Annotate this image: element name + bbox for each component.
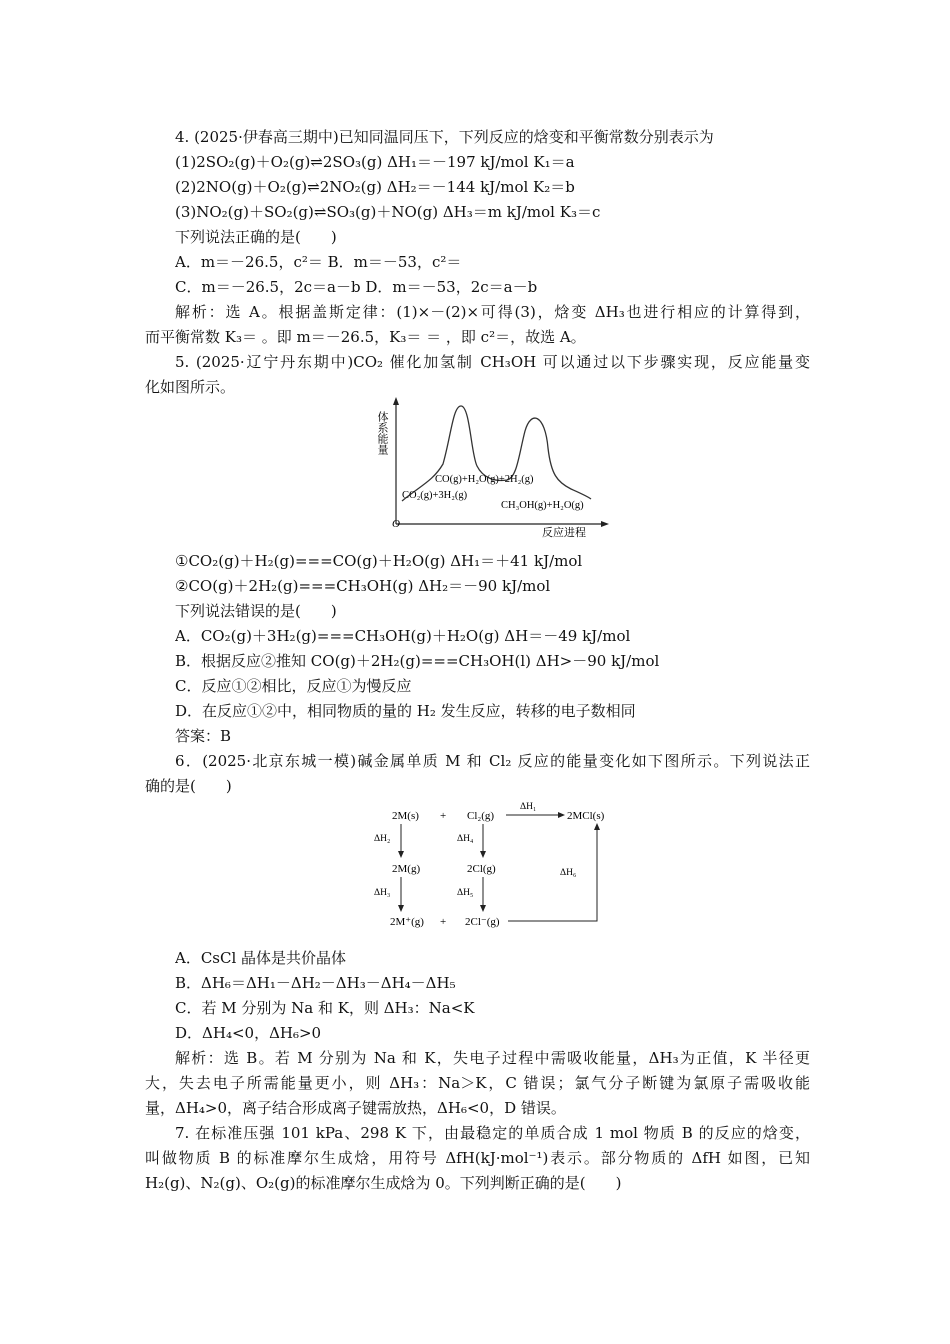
m-gas-label: 2M(g) [392, 863, 421, 875]
x-axis-arrow [601, 521, 609, 527]
q4-reaction-2: (2)2NO(g)＋O₂(g)⇌2NO₂(g) ΔH₂＝－144 kJ/mol K₂＝b [175, 178, 575, 196]
q6-option-d: D．ΔH₄<0，ΔH₆>0 [175, 1024, 322, 1042]
plus-top: + [440, 810, 447, 822]
arrow-dh6 [508, 829, 597, 921]
m-ion-label: 2M⁺(g) [390, 916, 424, 928]
state-reactants: CO₂(g)+3H₂(g) [402, 490, 468, 501]
q6-option-c: C．若 M 分别为 Na 和 K，则 ΔH₃：Na<K [175, 999, 475, 1017]
q5-option-a: A．CO₂(g)＋3H₂(g)===CH₃OH(g)＋H₂O(g) ΔH＝－49 kJ/mol [175, 627, 631, 645]
q4-stem: 4. (2025·伊春高三期中)已知同温同压下，下列反应的焓变和平衡常数分别表示为 [175, 128, 714, 146]
q7-stem-3: H₂(g)、N₂(g)、O₂(g)的标准摩尔生成焓为 0。下列判断正确的是( ) [145, 1174, 622, 1192]
arrow-dh6-head [594, 823, 600, 830]
cl-ion-label: 2Cl⁻(g) [465, 916, 500, 928]
q4-options-cd: C．m＝－26.5，2c＝a－b D．m＝－53，2c＝a－b [175, 278, 538, 296]
q7-stem-1: 7. 在标准压强 101 kPa、298 K 下，由最稳定的单质合成 1 mol 物质 B 的反应的焓变， [175, 1124, 810, 1142]
state-intermediate: CO(g)+H₂O(g)+2H₂(g) [435, 474, 534, 485]
arrow-dh4-head [480, 851, 486, 858]
q4-options-ab: A．m＝－26.5，c²＝ B．m＝－53，c²＝ [175, 253, 462, 271]
q4-question: 下列说法正确的是( ) [175, 228, 337, 246]
mcl-solid-label: 2MCl(s) [567, 810, 605, 822]
q5-option-b: B．根据反应②推知 CO(g)＋2H₂(g)===CH₃OH(l) ΔH>－90 kJ/mol [175, 652, 660, 670]
q7-stem-2: 叫做物质 B 的标准摩尔生成焓，用符号 ΔfH(kJ·mol⁻¹)表示。部分物质的 ΔfH 如图，已知 [145, 1149, 810, 1167]
dh2-label: ΔH₂ [374, 834, 391, 844]
dh6-label: ΔH₆ [560, 868, 577, 878]
q4-reaction-3: (3)NO₂(g)＋SO₂(g)⇌SO₃(g)＋NO(g) ΔH₃＝m kJ/mol K₃＝c [175, 203, 601, 221]
q6-explanation-3: 量，ΔH₄>0，离子结合形成离子键需放热，ΔH₆<0，D 错误。 [145, 1099, 566, 1117]
arrow-dh2-head [398, 851, 404, 858]
q4-explanation-1: 解析：选 A。根据盖斯定律：(1)×－(2)×可得(3)，焓变 ΔH₃也进行相应的计算得到， [175, 303, 810, 321]
origin-label: O [392, 518, 400, 530]
y-axis-arrow [393, 397, 399, 405]
energy-curve [402, 406, 591, 501]
q6-option-b: B．ΔH₆＝ΔH₁－ΔH₂－ΔH₃－ΔH₄－ΔH₅ [175, 974, 456, 992]
q5-question: 下列说法错误的是( ) [175, 602, 337, 620]
arrow-dh1-head [558, 812, 565, 818]
q6-stem-1: 6．(2025·北京东城一模)碱金属单质 M 和 Cl₂ 反应的能量变化如下图所示。下列说法正 [175, 752, 810, 770]
q6-stem-2: 确的是( ) [145, 777, 232, 795]
arrow-dh5-head [480, 905, 486, 912]
q5-equation-2: ②CO(g)＋2H₂(g)===CH₃OH(g) ΔH₂＝－90 kJ/mol [175, 577, 551, 595]
arrow-dh3-head [398, 905, 404, 912]
dh5-label: ΔH₅ [457, 888, 474, 898]
q4-reaction-1: (1)2SO₂(g)＋O₂(g)⇌2SO₃(g) ΔH₁＝－197 kJ/mol K₁＝a [175, 153, 575, 171]
q4-explanation-2: 而平衡常数 K₃＝ 。即 m＝－26.5，K₃＝ ＝ ，即 c²＝，故选 A。 [145, 328, 586, 346]
state-products: CH₃OH(g)+H₂O(g) [501, 500, 584, 511]
q5-stem-2: 化如图所示。 [145, 378, 236, 396]
q6-explanation-1: 解析：选 B。若 M 分别为 Na 和 K，失电子过程中需吸收能量，ΔH₃为正值，K 半径更 [175, 1049, 810, 1067]
cl-gas-label: 2Cl(g) [467, 863, 496, 875]
q6-explanation-2: 大，失去电子所需能量更小，则 ΔH₃：Na＞K，C 错误；氯气分子断键为氯原子需吸收能 [145, 1074, 810, 1092]
y-axis-label: 体系能量 [376, 411, 388, 455]
dh3-label: ΔH₃ [374, 888, 391, 898]
dh4-label: ΔH₄ [457, 834, 474, 844]
x-axis-label: 反应进程 [542, 527, 586, 539]
dh1-label: ΔH₁ [520, 802, 537, 812]
cl2-label: Cl₂(g) [467, 810, 495, 822]
q5-stem-1: 5. (2025·辽宁丹东期中)CO₂ 催化加氢制 CH₃OH 可以通过以下步骤实现，反应能量变 [175, 353, 810, 371]
q5-option-d: D．在反应①②中，相同物质的量的 H₂ 发生反应，转移的电子数相同 [175, 702, 636, 720]
q5-option-c: C．反应①②相比，反应①为慢反应 [175, 677, 412, 695]
energy-profile-chart [375, 396, 615, 540]
q5-equation-1: ①CO₂(g)＋H₂(g)===CO(g)＋H₂O(g) ΔH₁＝＋41 kJ/mol [175, 552, 583, 570]
born-haber-diagram [370, 796, 620, 932]
q6-option-a: A．CsCl 晶体是共价晶体 [175, 949, 347, 967]
m-solid-label: 2M(s) [392, 810, 419, 822]
q5-answer: 答案：B [175, 727, 232, 745]
plus-bottom: + [440, 916, 447, 928]
